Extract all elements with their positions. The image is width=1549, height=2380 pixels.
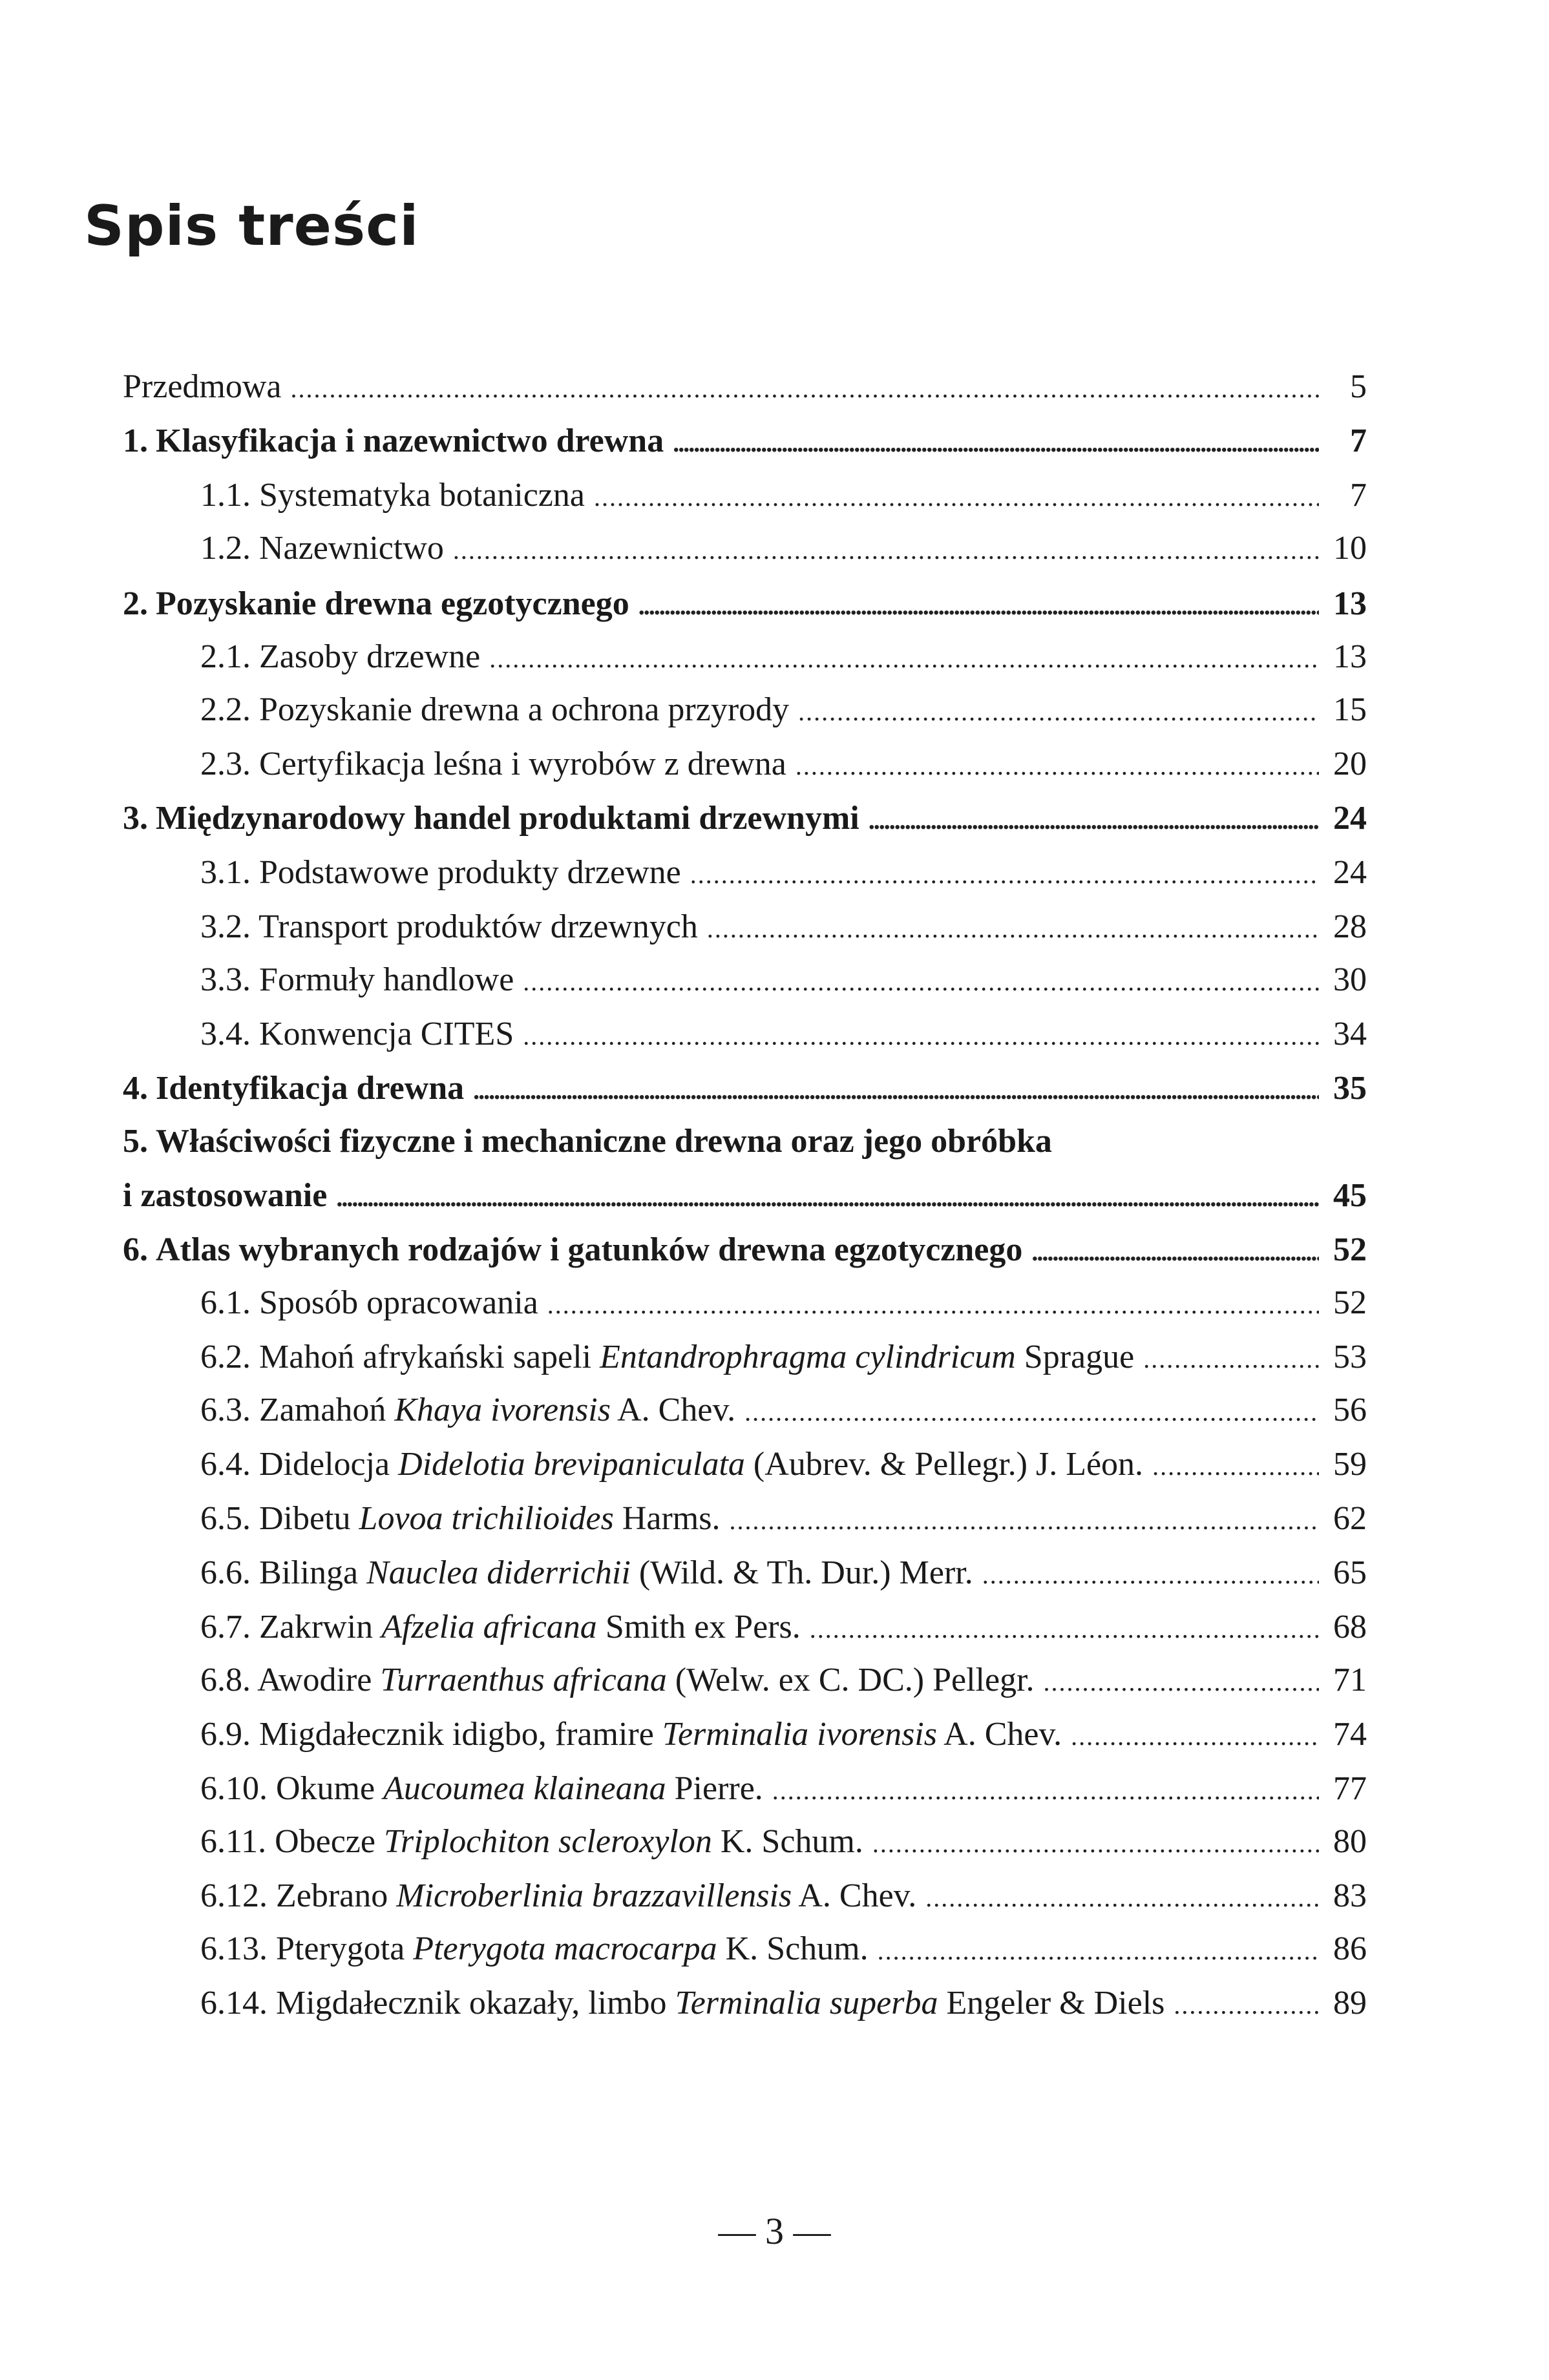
- toc-entry-common-name: Zakrwin: [259, 1609, 374, 1645]
- toc-page-number: 13: [1333, 585, 1367, 622]
- toc-entry-number: 6.12.: [200, 1877, 268, 1914]
- leader-dots: [1174, 1978, 1319, 2030]
- leader-dots: [489, 632, 1319, 684]
- toc-chapter[interactable]: [123, 1063, 1367, 1114]
- toc-subsection[interactable]: [123, 902, 1367, 952]
- toc-page-number: 59: [1333, 1446, 1367, 1483]
- leader-dots: [810, 1602, 1319, 1655]
- toc-entry-species: Entandrophragma cylindricum: [600, 1339, 1016, 1375]
- leader-dots: [796, 739, 1319, 791]
- toc-entry-text: [123, 1602, 801, 1653]
- toc-entry-author: A. Chev.: [798, 1877, 917, 1914]
- toc-page-number: 20: [1333, 746, 1367, 782]
- toc-entry-text: [123, 1009, 514, 1060]
- toc-entry-text: [123, 1548, 973, 1598]
- toc-entry-species: Khaya ivorensis: [394, 1392, 611, 1428]
- toc-page-number: 45: [1333, 1177, 1367, 1214]
- toc-page-number: 53: [1333, 1339, 1367, 1375]
- toc-entry-text: [123, 1063, 464, 1114]
- toc-entry-label: Certyfikacja leśna i wyrobów z drewna: [259, 746, 786, 782]
- toc-entry-text: [123, 1494, 721, 1544]
- leader-dots: [453, 523, 1319, 576]
- toc-entry-text: [123, 632, 480, 682]
- toc-entry-author: (Wild. & Th. Dur.) Merr.: [638, 1554, 973, 1591]
- toc-page-number: 15: [1333, 691, 1367, 728]
- toc-entry-common-name: Didelocja: [259, 1446, 390, 1483]
- toc-page-number: 34: [1333, 1016, 1367, 1052]
- toc-subsection[interactable]: [123, 1009, 1367, 1060]
- toc-entry-label: Konwencja CITES: [259, 1016, 514, 1052]
- toc-entry-text: [123, 1764, 763, 1814]
- toc-entry-number: 3.1.: [200, 854, 251, 891]
- toc-page-number: 86: [1333, 1930, 1367, 1967]
- toc-subsection[interactable]: [123, 1439, 1367, 1490]
- toc-chapter[interactable]: [123, 1225, 1367, 1275]
- leader-dots: [594, 470, 1319, 523]
- toc-page-number: 24: [1333, 800, 1367, 837]
- toc-entry-number: 6.3.: [200, 1392, 251, 1428]
- toc-subsection[interactable]: [123, 1871, 1367, 1921]
- toc-entry-text: [123, 1116, 1052, 1167]
- toc-entry-number: 6.8.: [200, 1662, 251, 1698]
- toc-page-number: 68: [1333, 1609, 1367, 1645]
- toc-entry-text: [123, 1225, 1022, 1275]
- toc-entry-number: 6.5.: [200, 1500, 251, 1537]
- toc-subsection[interactable]: [123, 1548, 1367, 1598]
- toc-entry-text: [123, 848, 681, 898]
- toc-entry-common-name: Mahoń afrykański sapeli: [259, 1339, 592, 1375]
- toc-entry-text: [123, 1385, 735, 1435]
- toc-entry-number: 6.9.: [200, 1716, 251, 1753]
- toc-subsection[interactable]: [123, 1924, 1367, 1974]
- toc-page-number: 35: [1333, 1070, 1367, 1107]
- toc-page-number: 13: [1333, 638, 1367, 675]
- toc-entry-text: [123, 739, 786, 789]
- page-title: Spis treści: [84, 194, 419, 258]
- toc-entry-author: Pierre.: [674, 1770, 763, 1807]
- toc-entry-species: Terminalia superba: [675, 1985, 938, 2021]
- toc-entry-text: [123, 1924, 869, 1974]
- toc-page-number: 80: [1333, 1823, 1367, 1860]
- toc-entry-common-name: Migdałecznik okazały, limbo: [276, 1985, 667, 2021]
- toc-subsection[interactable]: [123, 1494, 1367, 1544]
- toc-subsection[interactable]: [123, 1385, 1367, 1435]
- leader-dots: [869, 793, 1319, 846]
- leader-dots: [925, 1871, 1319, 1923]
- toc-entry-label: Systematyka botaniczna: [259, 477, 585, 514]
- toc-entry-author: A. Chev.: [617, 1392, 736, 1428]
- toc-entry-number: 1.: [123, 423, 148, 459]
- leader-dots: [798, 685, 1319, 737]
- toc-entry-author: (Aubrev. & Pellegr.) J. Léon.: [753, 1446, 1144, 1483]
- toc-entry-common-name: Obecze: [275, 1823, 375, 1860]
- toc-entry-species: Aucoumea klaineana: [383, 1770, 666, 1807]
- toc-entry-text: [123, 523, 444, 574]
- toc-subsection[interactable]: [123, 848, 1367, 898]
- toc-subsection[interactable]: [123, 955, 1367, 1005]
- toc-entry-label: Transport produktów drzewnych: [258, 908, 698, 945]
- leader-dots: [730, 1494, 1320, 1546]
- leader-dots: [1044, 1655, 1319, 1707]
- leader-dots: [673, 416, 1319, 468]
- toc-page-number: 52: [1333, 1284, 1367, 1321]
- toc-entry-number: 4.: [123, 1070, 148, 1107]
- toc-subsection[interactable]: [123, 1278, 1367, 1328]
- toc-entry-text: [123, 1439, 1143, 1490]
- toc-page-number: 77: [1333, 1770, 1367, 1807]
- toc-entry[interactable]: [123, 362, 1367, 412]
- toc-entry-common-name: Awodire: [257, 1662, 372, 1698]
- toc-entry-number: 6.7.: [200, 1609, 251, 1645]
- toc-entry-number: 1.2.: [200, 530, 251, 567]
- toc-page-number: 71: [1333, 1662, 1367, 1698]
- toc-subsection[interactable]: [123, 1978, 1367, 2029]
- toc-page-number: 24: [1333, 854, 1367, 891]
- toc-entry-common-name: Pterygota: [276, 1930, 405, 1967]
- toc-page-number: 5: [1350, 368, 1367, 405]
- toc-entry-label: Sposób opracowania: [259, 1284, 538, 1321]
- toc-entry-label: Formuły handlowe: [259, 961, 514, 998]
- leader-dots: [638, 579, 1319, 631]
- toc-entry-label: Międzynarodowy handel produktami drzewnymi: [156, 800, 859, 837]
- toc-chapter[interactable]: [123, 579, 1367, 629]
- toc-entry-author: A. Chev.: [943, 1716, 1062, 1753]
- toc-entry-text: [123, 902, 698, 952]
- toc-entry-text: [123, 416, 664, 466]
- toc-entry-author: Harms.: [622, 1500, 721, 1537]
- toc-entry-number: 6.13.: [200, 1930, 268, 1967]
- leader-dots: [523, 1009, 1319, 1061]
- toc-page-number: 83: [1333, 1877, 1367, 1914]
- toc-entry-text: [123, 1709, 1062, 1760]
- toc-page-number: 7: [1350, 423, 1367, 459]
- toc-entry-author: K. Schum.: [720, 1823, 863, 1860]
- toc-chapter-continuation[interactable]: [123, 1171, 1367, 1221]
- leader-dots: [547, 1278, 1319, 1330]
- leader-dots: [1031, 1225, 1319, 1277]
- toc-entry-label: Podstawowe produkty drzewne: [259, 854, 681, 891]
- toc-entry-number: 1.1.: [200, 477, 251, 514]
- toc-subsection[interactable]: [123, 1764, 1367, 1814]
- toc-entry-number: 2.: [123, 585, 148, 622]
- leader-dots: [523, 955, 1319, 1007]
- toc-entry-author: (Welw. ex C. DC.) Pellegr.: [675, 1662, 1035, 1698]
- toc-entry-number: 6.6.: [200, 1554, 251, 1591]
- toc-entry-number: 6.1.: [200, 1284, 251, 1321]
- toc-entry-author: K. Schum.: [725, 1930, 869, 1967]
- toc-entry-number: 3.2.: [200, 908, 251, 945]
- toc-entry-label: Nazewnictwo: [259, 530, 444, 567]
- toc-entry-common-name: Zebrano: [276, 1877, 388, 1914]
- toc-entry-label: Pozyskanie drewna a ochrona przyrody: [259, 691, 790, 728]
- toc-page-number: 10: [1333, 530, 1367, 567]
- toc-chapter[interactable]: [123, 793, 1367, 844]
- toc-page-number: 30: [1333, 961, 1367, 998]
- leader-dots: [744, 1385, 1319, 1437]
- toc-entry-label: Klasyfikacja i nazewnictwo drewna: [156, 423, 664, 459]
- leader-dots: [982, 1548, 1319, 1600]
- toc-entry-continuation: i zastosowanie: [123, 1177, 328, 1214]
- toc-entry-common-name: Migdałecznik idigbo, framire: [259, 1716, 654, 1753]
- toc-subsection[interactable]: [123, 523, 1367, 574]
- toc-entry-text: [123, 470, 585, 521]
- toc-entry-number: 5.: [123, 1123, 148, 1160]
- toc-entry-number: 2.1.: [200, 638, 251, 675]
- toc-entry-species: Afzelia africana: [381, 1609, 597, 1645]
- toc-entry-text: [123, 955, 514, 1005]
- toc-entry-number: 6.: [123, 1231, 148, 1268]
- toc-page-number: 52: [1333, 1231, 1367, 1268]
- page-number: — 3 —: [718, 2210, 831, 2252]
- leader-dots: [1143, 1332, 1319, 1384]
- toc-subsection[interactable]: [123, 632, 1367, 682]
- leader-dots: [772, 1764, 1319, 1816]
- toc-entry-text: [123, 579, 629, 629]
- toc-page-number: 89: [1333, 1985, 1367, 2021]
- toc-subsection[interactable]: [123, 739, 1367, 789]
- toc-entry-number: 6.14.: [200, 1985, 268, 2021]
- toc-entry-label: Zasoby drzewne: [259, 638, 481, 675]
- toc-entry-number: 6.11.: [200, 1823, 267, 1860]
- toc-entry-number: 2.2.: [200, 691, 251, 728]
- toc-page-number: 28: [1333, 908, 1367, 945]
- toc-page-number: 74: [1333, 1716, 1367, 1753]
- leader-dots: [1152, 1439, 1319, 1492]
- toc-page-number: 7: [1350, 477, 1367, 514]
- toc-entry-species: Lovoa trichilioides: [359, 1500, 614, 1537]
- toc-entry-number: 3.3.: [200, 961, 251, 998]
- leader-dots: [878, 1924, 1319, 1976]
- toc-entry-number: 2.3.: [200, 746, 251, 782]
- toc-page-number: 62: [1333, 1500, 1367, 1537]
- toc-entry-common-name: Dibetu: [259, 1500, 351, 1537]
- toc-subsection[interactable]: [123, 1602, 1367, 1653]
- toc-entry-text: [123, 1817, 863, 1867]
- leader-dots: [690, 848, 1319, 900]
- toc-entry-text: [123, 685, 789, 735]
- toc-entry-species: Turraenthus africana: [380, 1662, 667, 1698]
- leader-dots: [290, 362, 1319, 414]
- leader-dots: [336, 1171, 1319, 1223]
- toc-entry-author: Sprague: [1024, 1339, 1135, 1375]
- toc-entry-label: Pozyskanie drewna egzotycznego: [156, 585, 629, 622]
- toc-page-number: 65: [1333, 1554, 1367, 1591]
- toc-entry-text: [123, 362, 281, 412]
- toc-entry-species: Didelotia brevipaniculata: [398, 1446, 745, 1483]
- toc-page-number: 56: [1333, 1392, 1367, 1428]
- leader-dots: [473, 1063, 1319, 1116]
- toc-entry-label: Właściwości fizyczne i mechaniczne drewna oraz jego obróbka: [156, 1123, 1052, 1160]
- toc-entry-label: Przedmowa: [123, 368, 282, 405]
- toc-subsection[interactable]: [123, 1709, 1367, 1760]
- toc-entry-text: [123, 793, 859, 844]
- toc-chapter[interactable]: [123, 1116, 1367, 1167]
- toc-subsection[interactable]: [123, 685, 1367, 735]
- toc-subsection[interactable]: [123, 470, 1367, 521]
- toc-entry-number: 6.4.: [200, 1446, 251, 1483]
- toc-entry-number: 6.2.: [200, 1339, 251, 1375]
- toc-entry-common-name: Bilinga: [259, 1554, 359, 1591]
- toc-subsection[interactable]: [123, 1817, 1367, 1867]
- toc-chapter[interactable]: [123, 416, 1367, 466]
- toc-entry-species: Pterygota macrocarpa: [413, 1930, 717, 1967]
- leader-dots: [872, 1817, 1319, 1869]
- toc-entry-common-name: Okume: [276, 1770, 375, 1807]
- toc-entry-number: 6.10.: [200, 1770, 268, 1807]
- toc-entry-label: Atlas wybranych rodzajów i gatunków drewna egzotycznego: [156, 1231, 1023, 1268]
- toc-entry-text: [123, 1978, 1164, 2029]
- toc-entry-common-name: Zamahoń: [259, 1392, 386, 1428]
- toc-subsection[interactable]: [123, 1655, 1367, 1706]
- toc-entry-species: Triplochiton scleroxylon: [383, 1823, 712, 1860]
- toc-entry-number: 3.4.: [200, 1016, 251, 1052]
- toc-subsection[interactable]: [123, 1332, 1367, 1383]
- toc-entry-text: [123, 1871, 916, 1921]
- toc-entry-species: Terminalia ivorensis: [662, 1716, 937, 1753]
- toc-entry-author: Smith ex Pers.: [605, 1609, 801, 1645]
- toc-entry-text: [123, 1332, 1134, 1383]
- toc-entry-label: Identyfikacja drewna: [156, 1070, 465, 1107]
- leader-dots: [707, 902, 1319, 954]
- toc-entry-species: Microberlinia brazzavillensis: [396, 1877, 792, 1914]
- toc-entry-number: 3.: [123, 800, 148, 837]
- toc-entry-author: Engeler & Diels: [946, 1985, 1165, 2021]
- toc-entry-text: [123, 1655, 1035, 1706]
- toc-entry-species: Nauclea diderrichii: [366, 1554, 631, 1591]
- leader-dots: [1071, 1709, 1319, 1762]
- toc-entry-text: [123, 1278, 538, 1328]
